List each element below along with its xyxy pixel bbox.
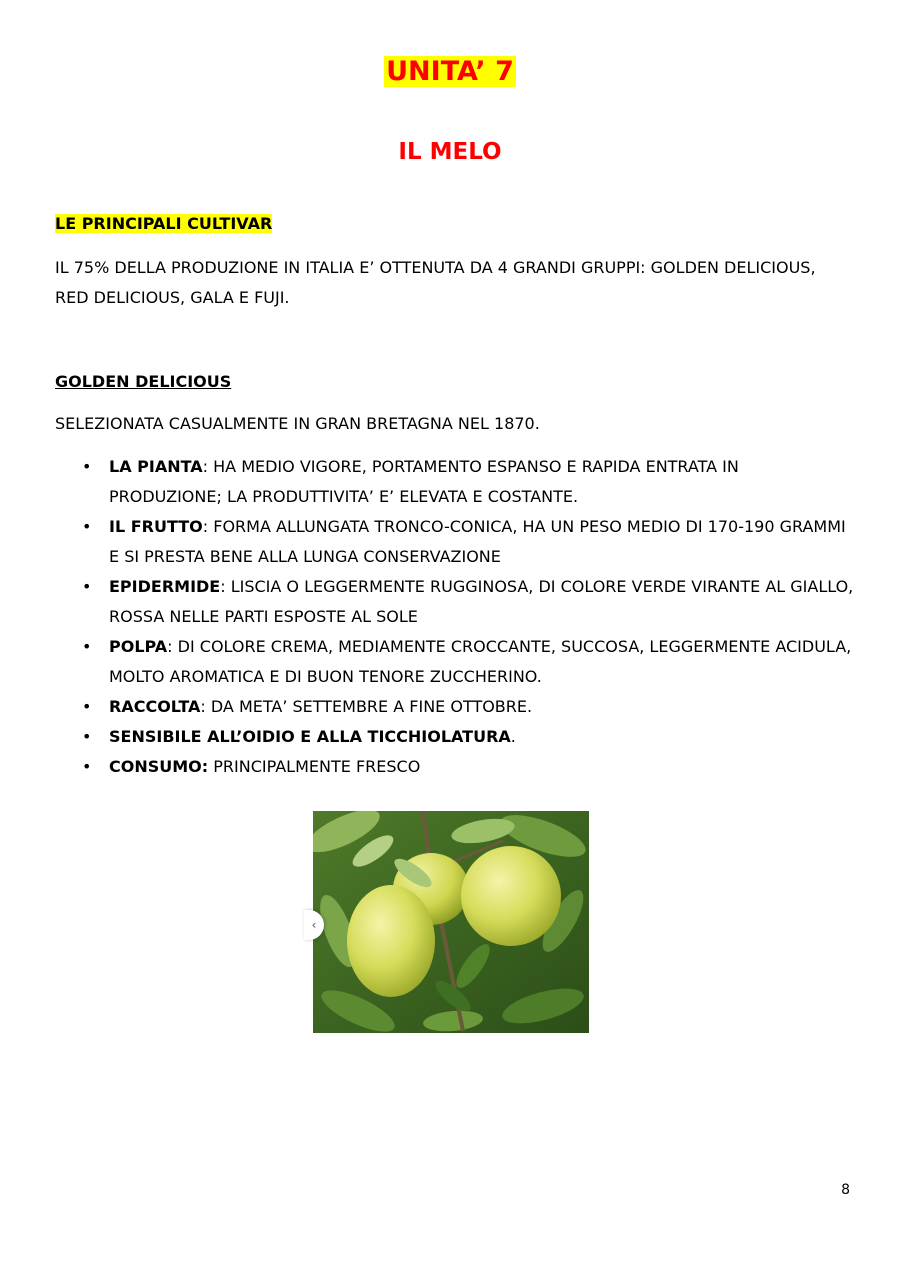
bullet-label: POLPA: [109, 637, 168, 656]
bullet-dot: •: [82, 697, 92, 716]
bullet-dot: •: [82, 727, 92, 746]
intro-paragraph: IL 75% DELLA PRODUZIONE IN ITALIA E’ OTTENUTA DA 4 GRANDI GRUPPI: GOLDEN DELICIOUS, RED DELICIOUS, GALA E FUJI.: [55, 258, 816, 307]
page-number: 8: [841, 1182, 850, 1198]
golden-bullet-list: [55, 452, 855, 782]
golden-apples-image: [313, 811, 589, 1033]
list-item: [55, 572, 855, 632]
page-title: IL MELO: [398, 139, 502, 165]
bullet-label: SENSIBILE ALL’OIDIO E ALLA TICCHIOLATURA: [109, 727, 511, 746]
bullet-label: CONSUMO:: [109, 757, 209, 776]
unit-title-text: UNITA’ 7: [386, 56, 514, 87]
bullet-label: EPIDERMIDE: [109, 577, 221, 596]
bullet-dot: •: [82, 637, 92, 656]
list-item: [55, 722, 855, 752]
bullet-text: : DI COLORE CREMA, MEDIAMENTE CROCCANTE, SUCCOSA, LEGGERMENTE ACIDULA, MOLTO AROMATICA E DI BUON TENORE ZUCCHERINO.: [109, 637, 852, 686]
bullet-label: LA PIANTA: [109, 457, 203, 476]
cultivar-heading: [55, 213, 272, 235]
bullet-dot: •: [82, 757, 92, 776]
golden-heading-text: GOLDEN DELICIOUS: [55, 372, 232, 391]
bullet-dot: •: [82, 577, 92, 596]
bullet-text: .: [510, 727, 516, 746]
bullet-dot: •: [82, 517, 92, 536]
bullet-label: IL FRUTTO: [109, 517, 203, 536]
bullet-text: PRINCIPALMENTE FRESCO: [208, 757, 421, 776]
list-item: [55, 452, 855, 512]
carousel-prev-arrow-icon[interactable]: ‹: [304, 910, 324, 940]
bullet-text: : FORMA ALLUNGATA TRONCO-CONICA, HA UN PESO MEDIO DI 170-190 GRAMMI E SI PRESTA BENE ALLA LUNGA CONSERVAZIONE: [109, 517, 846, 566]
golden-heading: [55, 371, 231, 393]
bullet-text: : HA MEDIO VIGORE, PORTAMENTO ESPANSO E RAPIDA ENTRATA IN PRODUZIONE; LA PRODUTTIVITA’ E’ ELEVATA E COSTANTE.: [109, 457, 739, 506]
unit-title: [0, 54, 900, 90]
list-item: [55, 632, 855, 692]
bullet-label: RACCOLTA: [109, 697, 201, 716]
bullet-text: : DA META’ SETTEMBRE A FINE OTTOBRE.: [200, 697, 533, 716]
bullet-text: : LISCIA O LEGGERMENTE RUGGINOSA, DI COLORE VERDE VIRANTE AL GIALLO, ROSSA NELLE PARTI ESPOSTE AL SOLE: [109, 577, 854, 626]
golden-origin-text: SELEZIONATA CASUALMENTE IN GRAN BRETAGNA NEL 1870.: [55, 414, 540, 433]
bullet-dot: •: [82, 457, 92, 476]
list-item: [55, 752, 855, 782]
list-item: [55, 512, 855, 572]
golden-apples-photo: [304, 800, 594, 1040]
list-item: [55, 692, 855, 722]
cultivar-heading-text: LE PRINCIPALI CULTIVAR: [55, 214, 273, 233]
